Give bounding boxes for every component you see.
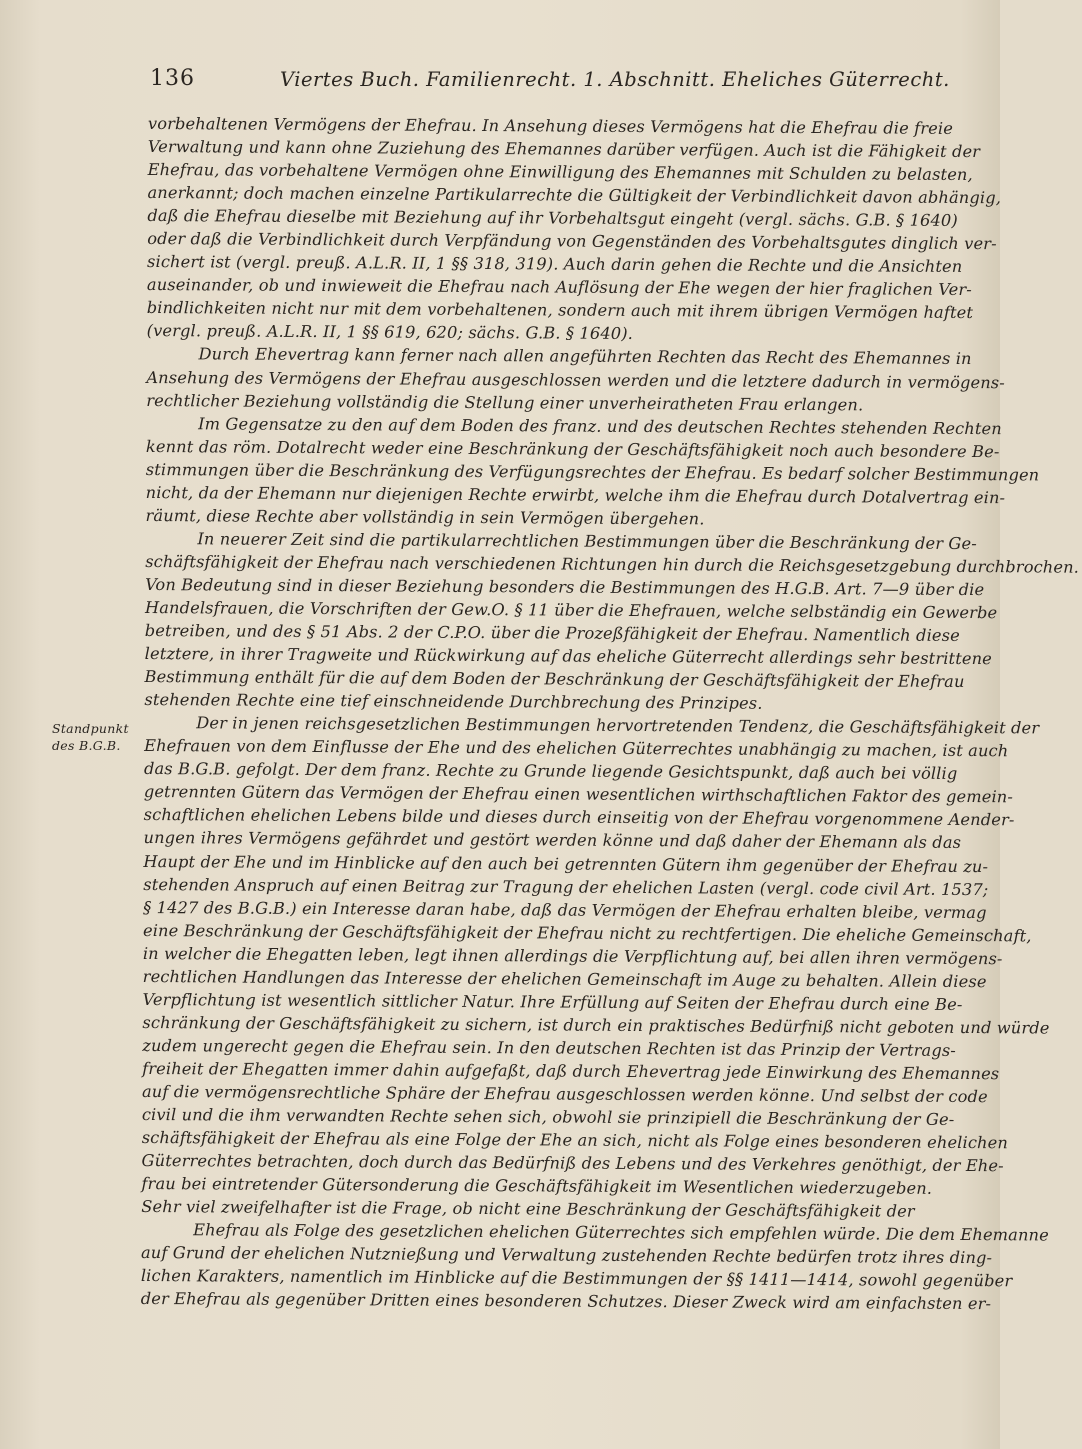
text-line: Güterrechtes betrachten, doch durch das Bedürfniß des Lebens und des Verkehres genöthigt, der Ehe- [141, 1151, 1004, 1176]
text-line: (vergl. preuß. A.L.R. II, 1 §§ 619, 620; sächs. G.B. § 1640). [146, 321, 634, 344]
text-line: stehenden Rechte eine tief einschneidende Durchbrechung des Prinzipes. [144, 690, 763, 713]
text-line: Verwaltung und kann ohne Zuziehung des Ehemannes darüber verfügen. Auch ist die Fähigkeit der [147, 137, 981, 162]
text-line: anerkannt; doch machen einzelne Partikularrechte die Gültigkeit der Verbindlichkeit davon abhängig, [147, 183, 1002, 208]
text-line: frau bei eintretender Gütersonderung die Geschäftsfähigkeit im Wesentlichen wiederzugeben. [141, 1174, 933, 1198]
text-line: lichen Karakters, namentlich im Hinblicke auf die Bestimmungen der §§ 1411—1414, sowohl gegenüber [140, 1266, 1013, 1291]
text-line: civil und die ihm verwandten Rechte sehen sich, obwohl sie prinzipiell die Beschränkung der Ge- [141, 1104, 955, 1129]
text-line: Ehefrau als Folge des gesetzlichen ehelichen Güterrechtes sich empfehlen würde. Die dem Ehemanne [193, 1220, 1049, 1245]
body-text [140, 112, 1080, 1338]
page-number: 136 [150, 66, 195, 91]
text-line: schaftlichen ehelichen Lebens bilde und dieses durch einseitig von der Ehefrau vorgenommene Aender- [143, 805, 1015, 830]
text-line: Der in jenen reichsgesetzlichen Bestimmungen hervortretenden Tendenz, die Geschäftsfähigkeit der [196, 713, 1040, 738]
text-line: kennt das röm. Dotalrecht weder eine Beschränkung der Geschäftsfähigkeit noch auch besondere Be- [145, 436, 1000, 461]
text-line: sichert ist (vergl. preuß. A.L.R. II, 1 §§ 318, 319). Auch darin gehen die Rechte und die Ansichten [147, 252, 963, 277]
text-line: Ehefrauen von dem Einflusse der Ehe und des ehelichen Güterrechtes unabhängig zu machen, ist auch [144, 736, 1009, 761]
text-line: auseinander, ob und inwieweit die Ehefrau nach Auflösung der Ehe wegen der hier fraglichen Ver- [146, 275, 972, 300]
text-line: Im Gegensatze zu den auf dem Boden des franz. und des deutschen Rechtes stehenden Rechten [198, 413, 1002, 438]
text-line: Ansehung des Vermögens der Ehefrau ausgeschlossen werden und die letztere dadurch in vermögens- [146, 367, 1005, 392]
text-line: der Ehefrau als gegenüber Dritten eines besonderen Schutzes. Dieser Zweck wird am einfachsten er- [140, 1289, 992, 1314]
text-line [141, 1310, 915, 1338]
margin-note-line: des B.G.B. [52, 738, 121, 753]
text-line: bindlichkeiten nicht nur mit dem vorbehaltenen, sondern auch mit ihrem übrigen Vermögen haftet [146, 298, 974, 323]
text-line: daß die Ehefrau dieselbe mit Beziehung auf ihr Vorbehaltsgut eingeht (vergl. sächs. G.B. § 1640) [147, 206, 958, 231]
text-line: stimmungen über die Beschränkung des Verfügungsrechtes der Ehefrau. Es bedarf solcher Bestimmungen [145, 459, 1040, 485]
text-line: Ehefrau, das vorbehaltene Vermögen ohne Einwilligung des Ehemannes mit Schulden zu belasten, [147, 160, 973, 185]
margin-note-line: Standpunkt [52, 721, 129, 736]
page-header [150, 66, 950, 102]
text-line: schränkung der Geschäftsfähigkeit zu sichern, ist durch ein praktisches Bedürfniß nicht geboten und würde [142, 1012, 1050, 1038]
text-line: stehenden Anspruch auf einen Beitrag zur Tragung der ehelichen Lasten (vergl. code civil Art. 1537; [143, 874, 989, 899]
text-line: Verpflichtung ist wesentlich sittlicher Natur. Ihre Erfüllung auf Seiten der Ehefrau durch eine Be- [142, 989, 963, 1014]
text-line: auf die vermögensrechtliche Sphäre der Ehefrau ausgeschlossen werden könne. Und selbst der code [141, 1081, 988, 1107]
text-line: schäftsfähigkeit der Ehefrau nach verschiedenen Richtungen hin durch die Reichsgesetzgebung durchbrochen. [145, 551, 1080, 577]
text-line: rechtlichen Handlungen das Interesse der ehelichen Gemeinschaft im Auge zu behalten. Allein diese [142, 966, 987, 991]
text-line: Von Bedeutung sind in dieser Beziehung besonders die Bestimmungen des H.G.B. Art. 7—9 über die [145, 574, 985, 600]
text-line: Durch Ehevertrag kann ferner nach allen angeführten Rechten das Recht des Ehemannes in [198, 344, 972, 369]
text-line: Handelsfrauen, die Vorschriften der Gew.O. § 11 über die Ehefrauen, welche selbständig ein Gewerbe [144, 597, 998, 623]
text-line: Haupt der Ehe und im Hinblicke auf den auch bei getrennten Gütern ihm gegenüber der Ehefrau zu- [143, 851, 989, 876]
text-line: In neuerer Zeit sind die partikularrechtlichen Bestimmungen über die Beschränkung der Ge- [197, 529, 977, 553]
text-line: § 1427 des B.G.B.) ein Interesse daran habe, daß das Vermögen der Ehefrau erhalten bleibe, vermag [143, 897, 987, 922]
text-line: zudem ungerecht gegen die Ehefrau sein. In den deutschen Rechten ist das Prinzip der Vertrags- [142, 1035, 957, 1060]
text-line: auf Grund der ehelichen Nutznießung und Verwaltung zustehenden Rechte bedürfen trotz ihres ding- [140, 1243, 993, 1268]
text-line: nicht, da der Ehemann nur diejenigen Rechte erwirbt, welche ihm die Ehefrau durch Dotalvertrag ein- [145, 482, 1006, 507]
text-line: vorbehaltenen Vermögens der Ehefrau. In Ansehung dieses Vermögens hat die Ehefrau die freie [147, 113, 954, 138]
text-line: in welcher die Ehegatten leben, legt ihnen allerdings die Verpflichtung auf, bei allen ihren vermögens- [142, 943, 1003, 968]
margin-note [52, 720, 134, 754]
text-line: Bestimmung enthält für die auf dem Boden der Beschränkung der Geschäftsfähigkeit der Ehefrau [144, 667, 965, 692]
text-line: schäftsfähigkeit der Ehefrau als eine Folge der Ehe an sich, nicht als Folge eines besonderen ehelichen [141, 1128, 1009, 1153]
text-line: freiheit der Ehegatten immer dahin aufgefaßt, daß durch Ehevertrag jede Einwirkung des Ehemannes [142, 1058, 1000, 1084]
text-line: rechtlicher Beziehung vollständig die Stellung einer unverheiratheten Frau erlangen. [146, 390, 864, 414]
text-line: getrennten Gütern das Vermögen der Ehefrau einen wesentlichen wirthschaftlichen Faktor des gemein- [143, 782, 1014, 807]
text-line: betreiben, und des § 51 Abs. 2 der C.P.O. über die Prozeßfähigkeit der Ehefrau. Namentlich diese [144, 621, 960, 646]
text-line: ungen ihres Vermögens gefährdet und gestört werden könne und daß daher der Ehemann als das [143, 828, 962, 853]
text-line: letztere, in ihrer Tragweite und Rückwirkung auf das eheliche Güterrecht allerdings sehr bestrittene [144, 644, 992, 669]
text-line: räumt, diese Rechte aber vollständig in sein Vermögen übergehen. [145, 505, 705, 529]
running-head: Viertes Buch. Familienrecht. 1. Abschnitt. Eheliches Güterrecht. [280, 68, 950, 91]
text-line: eine Beschränkung der Geschäftsfähigkeit der Ehefrau nicht zu rechtfertigen. Die eheliche Gemeinschaft, [142, 920, 1032, 946]
text-line: das B.G.B. gefolgt. Der dem franz. Rechte zu Grunde liegende Gesichtspunkt, daß auch bei völlig [143, 759, 958, 784]
text-line: oder daß die Verbindlichkeit durch Verpfändung von Gegenständen des Vorbehaltsgutes dinglich ver- [147, 229, 997, 254]
text-line: Sehr viel zweifelhafter ist die Frage, ob nicht eine Beschränkung der Geschäftsfähigkeit der [141, 1197, 915, 1221]
